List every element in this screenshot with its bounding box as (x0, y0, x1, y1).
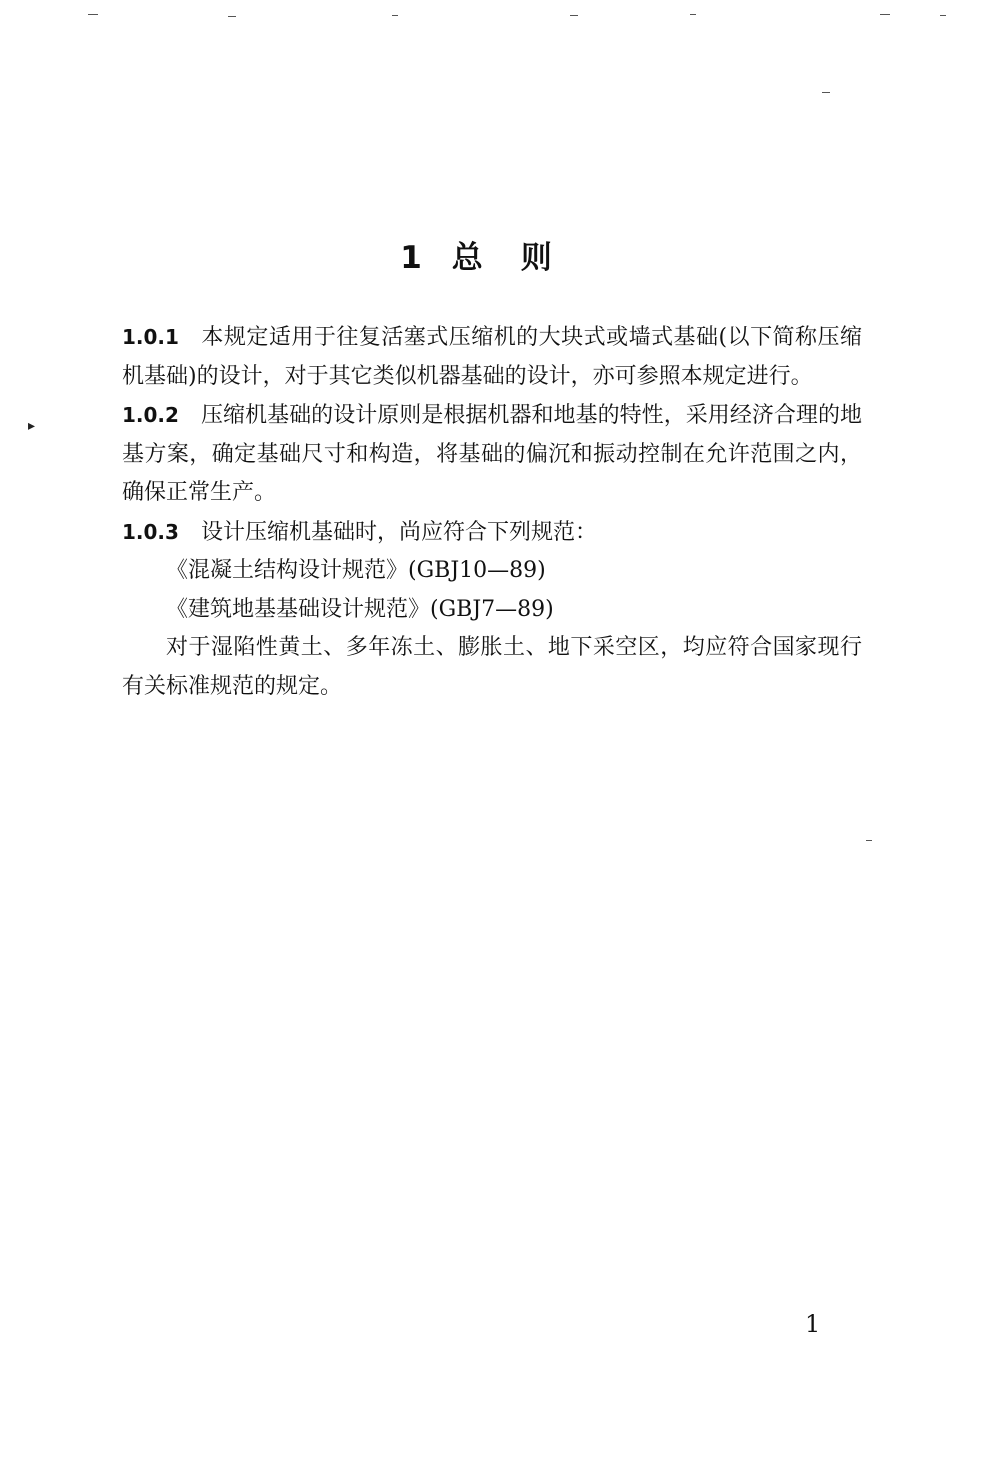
clause-1-0-2 (122, 396, 862, 513)
clause-1-0-3 (122, 513, 862, 553)
reference-standard: 《建筑地基基础设计规范》(GBJ7—89) (166, 596, 554, 622)
reference-standard: 《混凝土结构设计规范》(GBJ10—89) (166, 558, 546, 583)
chapter-title (0, 232, 990, 277)
chapter-number: 1 (400, 240, 422, 276)
clause-text: 设计压缩机基础时，尚应符合下列规范： (200, 519, 597, 545)
clause-number: 1.0.2 (122, 403, 179, 427)
clause-text: 本规定适用于往复活塞式压缩机的大块式或墙式基础(以下简称压缩机基础)的设计，对于其它类似机器基础的设计，亦可参照本规定进行。 (122, 325, 862, 389)
clause-text: 压缩机基础的设计原则是根据机器和地基的特性，采用经济合理的地基方案，确定基础尺寸和构造，将基础的偏沉和振动控制在允许范围之内，确保正常生产。 (122, 403, 862, 505)
clause-number: 1.0.1 (122, 325, 179, 349)
chapter-body (122, 318, 862, 706)
closing-paragraph: 对于湿陷性黄土、多年冻土、膨胀土、地下采空区，均应符合国家现行有关标准规范的规定。 (122, 635, 862, 699)
page-number: 1 (805, 1310, 821, 1338)
chapter-heading: 总则 (451, 240, 590, 276)
margin-arrow-icon: ▸ (28, 418, 36, 434)
clause-number: 1.0.3 (122, 519, 179, 544)
clause-1-0-1 (122, 318, 862, 396)
